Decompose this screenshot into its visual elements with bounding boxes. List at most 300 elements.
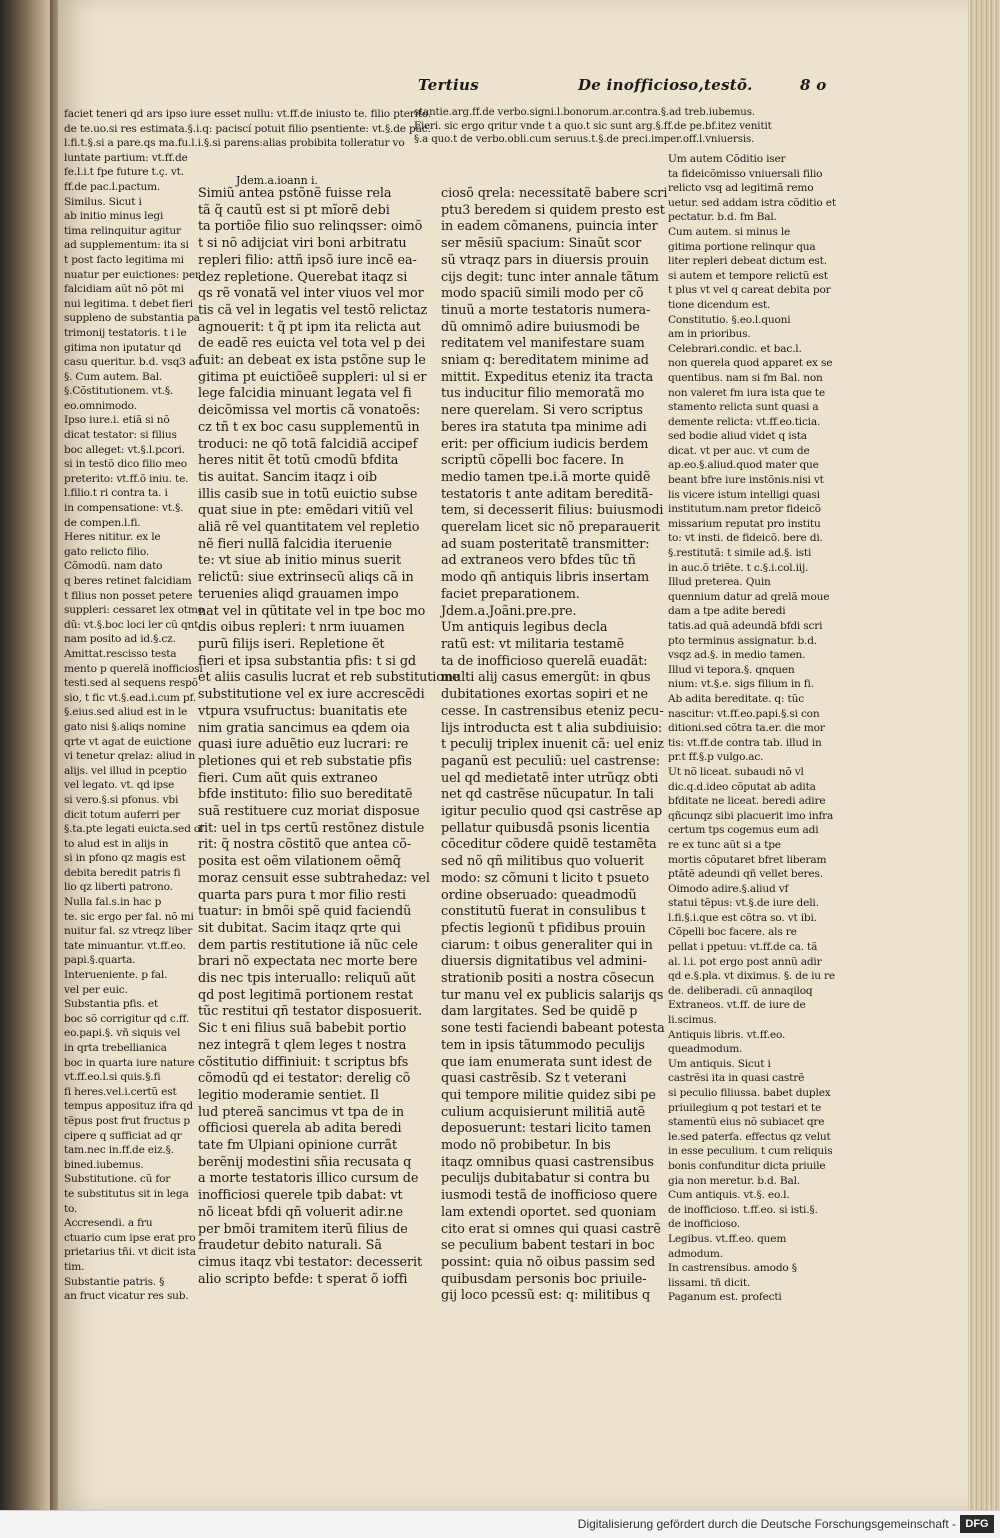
text-line: in esse peculium. t cum reliquis <box>668 1145 833 1158</box>
text-line: Heres nititur. ex le <box>64 531 161 544</box>
text-line: to alud est in alijs in <box>64 837 169 850</box>
text-line: in compensatione: vt.§. <box>64 502 184 515</box>
text-line: paganũ est peculiũ: uel castrense: <box>441 753 660 769</box>
text-line: deposuerunt: testari licito tamen <box>441 1121 652 1137</box>
text-line: cipere q sufficiat ad qr <box>64 1129 182 1142</box>
text-line: ratũ est: vt militaria testamẽ <box>441 636 625 652</box>
text-line: t filius non posset petere <box>64 589 193 602</box>
text-line: Accresendi. a fru <box>64 1217 153 1230</box>
text-line: falcidiam aũt nõ põt mi <box>64 283 184 296</box>
text-line: ptãtẽ adeundi qñ vellet beres. <box>668 868 823 881</box>
text-line: tus inducitur filio memoratã mo <box>441 386 645 402</box>
text-line: igitur peculio quod qsi castrẽse ap <box>441 804 663 820</box>
text-line: nõ liceat bfdi qñ voluerit adir.ne <box>198 1204 403 1220</box>
main-text-lines-left <box>198 186 460 1288</box>
text-line: berẽnij modestini sñia recusata q <box>198 1154 412 1170</box>
text-line: dicat testator: si filius <box>64 429 177 442</box>
text-line: gitima portione relinqur qua <box>668 240 816 253</box>
text-line: sũ vtraqz pars in diuersis prouin <box>441 252 649 268</box>
running-head-book: Tertius <box>418 76 479 94</box>
text-line: cesse. In castrensibus eteniz pecu- <box>441 703 664 719</box>
book-page <box>58 0 976 1510</box>
text-line: to: vt insti. de fideicõ. bere di. <box>668 532 823 545</box>
text-line: qñcunqz sibi placuerit imo infra <box>668 809 834 822</box>
text-line: Um autem Cõditio iser <box>668 153 786 165</box>
text-line: eo.papi.§. vñ siquis vel <box>64 1027 181 1040</box>
text-line: luntate partium: vt.ff.de <box>64 151 188 164</box>
text-line: te. sic ergo per fal. nõ mi <box>64 910 194 923</box>
text-line: quat siue in pte: emẽdari vitiũ vel <box>198 503 414 519</box>
text-line: Jdem.a.Joãni.pre.pre. <box>441 603 577 619</box>
text-line: tem, si decesserit filius: buiusmodi <box>441 503 664 519</box>
text-line: Antiquis libris. vt.ff.eo. <box>668 1028 786 1041</box>
text-line: cimus itaqz vbi testator: decesserit <box>198 1255 423 1270</box>
text-line: nuitur fal. sz vtreqz liber <box>64 925 193 938</box>
text-line: alijs. vel illud in pceptio <box>64 764 187 777</box>
text-line: vsqz ad.§. in medio tamen. <box>668 649 806 662</box>
text-line: Illud vi tepora.§. qnquen <box>668 663 795 676</box>
text-line: ptu3 beredem si quidem presto est <box>441 202 665 218</box>
text-line: gia non meretur. b.d. Bal. <box>668 1174 800 1187</box>
text-line: brari nõ expectata nec morte bere <box>198 954 418 970</box>
text-line: papi.§.quarta. <box>64 954 136 967</box>
text-line: gitima non iputatur qd <box>64 341 182 354</box>
text-line: substitutione vel ex iure accrescẽdi <box>198 687 425 703</box>
text-line: fe.l.i.t fpe future t.ç. vt. <box>64 166 184 179</box>
text-line: bined.iubemus. <box>64 1158 144 1171</box>
text-line: sio, t fic vt.§.ead.i.cum pf. <box>64 691 196 704</box>
text-line: tis cã vel in legatis vel testõ relictaz <box>198 302 428 318</box>
text-line: relictũ: siue extrinsecũ aliqs cã in <box>198 570 414 586</box>
text-line: Constitutio. §.eo.l.quoni <box>668 313 791 326</box>
text-line: nium: vt.§.e. sigs filium in fi. <box>668 678 814 691</box>
text-line: dis oibus repleri: t nrm iuuamen <box>198 620 405 636</box>
text-line: §.a quo.t de verbo.obli.cum seruus.t.§.de preci.imper.off.l.vniuersis. <box>414 134 755 146</box>
text-line: stamento relicta sunt quasi a <box>668 401 819 414</box>
text-line: modo spaciũ simili modo per cõ <box>441 286 644 302</box>
text-line: sed nõ qñ militibus quo voluerit <box>441 854 644 870</box>
text-line: am in prioribus. <box>668 328 751 341</box>
text-line: tinuũ a morte testatoris numera- <box>441 302 651 318</box>
text-line: dez repletione. Querebat itaqz si <box>198 269 408 285</box>
text-line: Cum antiquis. vt.§. eo.l. <box>668 1189 790 1202</box>
text-line: demente relicta: vt.ff.eo.ticia. <box>668 415 821 428</box>
text-line: admodum. <box>668 1247 723 1260</box>
text-line: constitutũ fuerat in consulibus t <box>441 904 646 920</box>
text-line: tim. <box>64 1260 85 1273</box>
text-line: qui tempore militie quidez sibi pe <box>441 1087 656 1103</box>
text-line: priuilegium q pot testari et te <box>668 1101 822 1114</box>
text-line: fraudetur debito naturali. Sã <box>198 1238 382 1254</box>
text-line: le.sed paterfa. effectus qz velut <box>668 1130 831 1143</box>
text-line: de inofficioso. <box>668 1218 740 1231</box>
text-line: Um antiquis. Sicut i <box>668 1057 771 1070</box>
text-line: dam a tpe adite beredi <box>668 605 786 618</box>
text-line: erit: per officium iudicis berdem <box>441 436 649 452</box>
running-head <box>58 76 976 106</box>
text-line: gato relicto filio. <box>64 545 149 558</box>
text-line: sone testi faciendi babeant potesta <box>441 1021 665 1037</box>
text-line: testi.sed al sequens respõ <box>64 677 198 690</box>
text-line: Sic t eni filius suã babebit portio <box>198 1021 407 1037</box>
text-line: cõceditur cõdere quidẽ testamẽta <box>441 837 657 853</box>
text-line: tis: vt.ff.de contra tab. illud in <box>668 736 822 749</box>
text-line: casu queritur. b.d. vsq3 ad <box>64 356 202 369</box>
text-line: Ab adita bereditate. q: tũc <box>668 692 804 705</box>
text-line: sit dubitat. Sacim itaqz qrte qui <box>198 920 401 936</box>
text-line: de inofficioso. t.ff.eo. si isti.§. <box>668 1203 818 1216</box>
gloss-column-right <box>668 152 836 1305</box>
text-line: suppleri: cessaret lex otmo <box>64 604 204 617</box>
text-line: Ut nõ liceat. subaudi nõ vl <box>668 765 804 778</box>
text-line: Cõpelli boc facere. als re <box>668 926 797 939</box>
text-line: quennium datur ad qrelã moue <box>668 590 830 603</box>
text-line: tẽpus post frut fructus p <box>64 1114 190 1127</box>
text-line: nez integrã t qlem leges t nostra <box>198 1037 407 1053</box>
text-line: bonis confunditur dicta priuile <box>668 1159 826 1172</box>
gloss-upper-continuation <box>414 106 772 147</box>
text-line: tis auitat. Sancim itaqz i oib <box>198 469 377 485</box>
text-line: pfectis legionũ t pfidibus prouin <box>441 920 646 936</box>
text-line: preterito: vt.ff.õ iniu. te. <box>64 472 189 485</box>
folio-number: 8 o <box>800 76 827 94</box>
text-line: net qd castrẽse nũcupatur. In tali <box>441 787 654 803</box>
text-line: stantie.arg.ff.de verbo.signi.l.bonorum.ar.contra.§.ad treb.iubemus. <box>414 107 756 118</box>
text-line: al. l.i. pot ergo post annũ adir <box>668 955 822 968</box>
text-line: Oimodo adire.§.aliud vf <box>668 882 789 895</box>
text-line: mittit. Expeditus eteniz ita tracta <box>441 369 654 385</box>
text-line: lijs introducta est t alia subdiuisio: <box>441 720 663 736</box>
text-line: Paganum est. profecti <box>668 1291 782 1304</box>
text-line: Substantia pfis. et <box>64 998 159 1011</box>
text-line: lud ptereã sancimus vt tpa de in <box>198 1104 405 1120</box>
text-line: si in pfono qz magis est <box>64 852 186 865</box>
text-line: ciarum: t oibus generaliter qui in <box>441 937 653 953</box>
text-line: troduci: ne qõ totã falcidiã accipef <box>198 436 418 452</box>
text-line: uel qd medietatẽ inter utrũqz obti <box>441 770 659 786</box>
text-line: culium acquisierunt militiã autẽ <box>441 1104 646 1120</box>
text-line: Simiũ antea pstõnẽ fuisse rela <box>198 186 392 201</box>
text-line: officiosi querela ab adita beredi <box>198 1121 402 1137</box>
text-line: dicat. vt per auc. vt cum de <box>668 444 810 457</box>
text-line: boc in quarta iure nature <box>64 1056 195 1069</box>
text-line: stamentũ eius nõ subiacet qre <box>668 1116 825 1129</box>
text-line: si in testõ dico filio meo <box>64 458 187 471</box>
text-line: Substitutione. cũ for <box>64 1173 171 1186</box>
text-line: ditioni.sed cõtra ta.er. die mor <box>668 722 825 735</box>
text-line: te: vt siue ab initio minus suerit <box>198 553 402 569</box>
text-line: purũ filijs iseri. Repletione ẽt <box>198 636 385 652</box>
text-line: pletiones qui et reb substatie pfis <box>198 753 412 769</box>
text-line: pto terminus assignatur. b.d. <box>668 634 817 647</box>
text-line: non valeret fm iura ista que te <box>668 386 825 399</box>
text-line: si peculio filiussa. babet duplex <box>668 1087 831 1099</box>
text-line: Cõmodũ. nam dato <box>64 560 163 573</box>
text-line: li.scimus. <box>668 1014 717 1027</box>
text-line: boc sõ corrigitur qd c.ff. <box>64 1012 190 1025</box>
text-line: alio scripto befde: t sperat õ ioffi <box>198 1271 408 1287</box>
text-line: tatis.ad quã adeundã bfdi scri <box>668 620 823 632</box>
text-line: gij loco pcessũ est: q: militibus q <box>441 1288 651 1304</box>
text-line: aliã rẽ vel quantitatem vel repletio <box>198 520 420 536</box>
text-line: dem partis restitutione iã nũc cele <box>198 937 418 953</box>
text-line: dis nec tpis interuallo: reliquũ aũt <box>198 971 416 987</box>
text-line: vt.ff.eo.l.si quis.§.fi <box>64 1071 161 1084</box>
text-line: q beres retinet falcidiam <box>64 575 192 587</box>
text-line: dicit totum auferri per <box>64 808 180 821</box>
text-line: dic.q.d.ideo cõputat ab adita <box>668 780 816 793</box>
page-stack-edge <box>968 0 1000 1510</box>
text-line: qs rẽ vonatã vel inter viuos vel mor <box>198 286 424 302</box>
text-line: Cum autem. si minus le <box>668 225 791 238</box>
text-line: a morte testatoris illico cursum de <box>198 1171 419 1187</box>
text-line: ap.eo.§.aliud.quod mater que <box>668 459 819 472</box>
text-line: si autem et tempore relictũ est <box>668 269 828 282</box>
text-line: queadmodum. <box>668 1043 743 1056</box>
text-line: Similus. Sicut i <box>64 195 142 208</box>
text-line: heres nitit ẽt totũ cmodũ bfdita <box>198 453 399 469</box>
text-line: non querela quod apparet ex se <box>668 357 833 370</box>
text-line: iusmodi testã de inofficioso quere <box>441 1188 658 1204</box>
text-line: ciosõ qrela: necessitatẽ babere scri <box>441 186 668 201</box>
text-line: inofficiosi querele tpib dabat: vt <box>198 1188 403 1204</box>
text-line: tem in ipsis tãtummodo peculijs <box>441 1037 645 1053</box>
text-line: cõmodũ qd ei testator: derelig cõ <box>198 1071 411 1087</box>
text-line: in eadem cõmanens, puincia inter <box>441 219 658 235</box>
text-line: fi heres.vel.i.certũ est <box>64 1085 177 1098</box>
text-line: ad suam posteritatẽ transmitter: <box>441 536 650 552</box>
text-line: dũ: vt.§.boc loci ler cũ qnt <box>64 618 199 631</box>
text-line: gitima pt euictiõeẽ suppleri: ul si er <box>198 369 427 385</box>
text-line: suã restituere cuz moriat disposue <box>198 804 420 820</box>
text-line: t plus vt vel q careat debita por <box>668 284 831 297</box>
text-line: mento p querelã inofficiosi <box>64 662 203 675</box>
text-line: tempus apposituz ifra qd <box>64 1100 193 1113</box>
text-line: debita beredit patris fi <box>64 866 181 879</box>
text-line: ab initio minus legi <box>64 210 164 223</box>
text-line: tate fm Ulpiani opinione currãt <box>198 1138 397 1154</box>
main-text-column-right <box>441 186 677 1305</box>
text-line: uetur. sed addam istra cõditio et <box>668 196 836 209</box>
text-line: quentibus. nam si fm Bal. non <box>668 371 823 384</box>
text-line: Legibus. vt.ff.eo. quem <box>668 1232 787 1245</box>
text-line: modo qñ antiquis libris insertam <box>441 570 650 586</box>
text-line: relicto vsq ad legitimã remo <box>668 182 814 195</box>
funding-credit: Digitalisierung gefördert durch die Deutsche Forschungsgemeinschaft - <box>577 1517 956 1531</box>
text-line: re ex tunc aũt si a tpe <box>668 838 781 851</box>
text-line: cito erat si omnes qui quasi castrẽ <box>441 1221 661 1237</box>
text-line: rit: q̃ nostra cõstitõ que antea cõ- <box>198 837 412 853</box>
text-line: quibusdam personis boc priuile- <box>441 1271 647 1287</box>
text-line: mortis cõputaret bfret liberam <box>668 853 827 866</box>
text-line: §.Cõstitutionem. vt.§. <box>64 385 174 398</box>
text-line: tã q̃ cautũ est si pt mĩorẽ debi <box>198 202 390 218</box>
text-line: fieri. Cum aũt quis extraneo <box>198 770 378 786</box>
text-line: Interueniente. p fal. <box>64 969 168 982</box>
text-line: an fruct vicatur res sub. <box>64 1290 189 1303</box>
text-line: se peculium babent testari in boc <box>441 1238 655 1254</box>
text-line: strationib positi a nostra cõsecun <box>441 971 655 987</box>
text-line: possint: quia nõ oibus passim sed <box>441 1255 656 1270</box>
text-line: tate minuantur. vt.ff.eo. <box>64 939 186 952</box>
text-line: ff.de pac.l.pactum. <box>64 180 161 193</box>
text-line: pellat i ppetuu: vt.ff.de ca. tã <box>668 941 818 954</box>
text-line: moraz censuit esse subtrahedaz: vel <box>198 870 430 886</box>
text-line: vel per euic. <box>64 983 128 996</box>
text-line: que iam enumerata sunt idest de <box>441 1054 652 1070</box>
text-line: Substantie patris. § <box>64 1275 165 1288</box>
text-line: per bmõi tramitem iterũ filius de <box>198 1221 408 1237</box>
text-line: tuatur: in bmõi spẽ quid faciendũ <box>198 904 412 920</box>
text-line: repleri filio: attñ ipsõ iure incẽ ea- <box>198 252 417 268</box>
text-line: cõstitutio diffiniuit: t scriptus bfs <box>198 1054 409 1070</box>
text-line: tur manu vel ex publicis salarijs qs <box>441 987 664 1003</box>
text-line: eo.omnimodo. <box>64 399 137 412</box>
text-line: nẽ fieri nullã falcidia iteruenie <box>198 536 392 552</box>
text-line: dũ omnimõ adire buiusmodi be <box>441 319 640 335</box>
text-line: statui tẽpus: vt.§.de iure deli. <box>668 897 819 910</box>
text-line: qd post legitimã portionem restat <box>198 987 413 1003</box>
text-line: nim gratia sancimus ea qdem oia <box>198 720 410 736</box>
text-line: quarta pars pura t mor filio resti <box>198 887 406 903</box>
text-line: nui legitima. t debet fieri <box>64 297 193 310</box>
text-line: qd e.§.pla. vt diximus. §. de iu re <box>668 970 835 983</box>
text-line: beres ira statuta tpa minime adi <box>441 419 647 435</box>
text-line: Celebrari.condic. et bac.l. <box>668 342 802 355</box>
text-line: cz tñ t ex boc casu supplementũ in <box>198 419 420 435</box>
text-line: legitio moderamie sentiet. Il <box>198 1087 379 1103</box>
text-line: §.restitutã: t simile ad.§. isti <box>668 547 812 560</box>
text-line: peculijs dubitabatur si contra bu <box>441 1171 650 1187</box>
text-line: fieri et ipsa substantia pfis: t si gd <box>198 653 417 669</box>
text-line: nere querelam. Si vero scriptus <box>441 403 643 419</box>
text-line: in auc.õ triẽte. t c.§.i.col.iij. <box>668 561 809 574</box>
text-line: in qrta trebellianica <box>64 1042 167 1054</box>
dfg-logo: DFG <box>960 1515 994 1533</box>
text-line: t post facto legitima mi <box>64 253 184 266</box>
text-line: ta portiõe filio suo relinqsser: oimõ <box>198 219 423 235</box>
text-line: lis vicere istum intelligi quasi <box>668 488 820 501</box>
text-line: boc alleget: vt.§.l.pcori. <box>64 443 185 456</box>
text-line: agnouerit: t q̃ pt ipm ita relicta aut <box>198 319 421 335</box>
text-line: medio tamen tpe.i.ã morte quidẽ <box>441 469 651 485</box>
text-line: to. <box>64 1202 78 1215</box>
text-line: nam posito ad id.§.cz. <box>64 633 176 646</box>
text-line: illis casib sue in totũ euictio subse <box>198 486 418 502</box>
text-line: ta de inofficioso querelã euadãt: <box>441 653 648 669</box>
text-line: lege falcidia minuant legata vel fi <box>198 386 412 402</box>
text-line: scriptũ cõpelli boc facere. In <box>441 453 624 469</box>
text-line: sed bodie aliud videt q ista <box>668 430 807 443</box>
text-line: certum tps cogemus eum adi <box>668 824 819 837</box>
text-line: vel legato. vt. qd ipse <box>64 779 175 792</box>
text-line: trimonij testatoris. t i le <box>64 326 187 339</box>
text-line: prietarius tñi. vt dicit ista <box>64 1246 196 1259</box>
digitization-footer <box>0 1510 1000 1538</box>
text-line: de te.uo.si res estimata.§.i.q: paciscí potuit filio psentiente: vt.§.de pac. <box>64 122 431 135</box>
text-line: t si nõ adijciat viri boni arbitratu <box>198 236 407 252</box>
text-line: multi alij casus emergũt: in qbus <box>441 670 651 686</box>
text-line: pectatur. b.d. fm Bal. <box>668 211 777 224</box>
text-line: bfde instituto: filio suo bereditatẽ <box>198 787 413 803</box>
text-line: beant bfre iure instõnis.nisi vt <box>668 474 824 487</box>
text-line: fuit: an debeat ex ista pstõne sup le <box>198 353 426 369</box>
text-line: faciet preparationem. <box>441 586 580 602</box>
text-line: gato nisi §.aliqs nomine <box>64 720 186 733</box>
running-head-title: De inofficioso,testõ. <box>578 76 753 94</box>
text-line: vtpura vsufructus: buanitatis ete <box>198 703 408 719</box>
text-line: vi tenetur qrelaz: aliud in <box>64 750 196 763</box>
text-line: modo nõ probibetur. In bis <box>441 1138 611 1154</box>
text-line: diuersis dignitatibus vel admini- <box>441 954 647 970</box>
text-line: modo: sz cõmuni t licito t psueto <box>441 870 650 886</box>
text-line: t peculij triplex inuenit cã: uel eniz <box>441 737 664 753</box>
text-line: castrẽsi ita in quasi castrẽ <box>668 1072 805 1085</box>
text-line: Illud preterea. Quin <box>668 576 771 589</box>
text-line: In castrensibus. amodo § <box>668 1262 797 1275</box>
text-line: nuatur per euictiones: per <box>64 268 200 281</box>
text-line: Amittat.rescisso testa <box>64 647 177 660</box>
text-line: tam.nec in.ff.de eiz.§. <box>64 1144 174 1157</box>
text-line: ordine obseruado: queadmodũ <box>441 887 637 903</box>
text-line: Um antiquis legibus decla <box>441 620 608 636</box>
text-line: sniam q: bereditatem minime ad <box>441 353 649 369</box>
text-line: si vero.§.si pfonus. vbi <box>64 793 179 806</box>
text-line: l.filio.t ri contra ta. i <box>64 487 168 500</box>
text-line: pellatur quibusdã psonis licentia <box>441 820 650 836</box>
text-line: ad extraneos vero bfdes tũc tñ <box>441 553 636 569</box>
text-line: querelam licet sic nõ preparauerit <box>441 520 660 536</box>
text-line: §.eius.sed aliud est in le <box>64 706 188 719</box>
text-line: pr.t ff.§.p vulgo.ac. <box>668 751 764 764</box>
text-line: testatoris t ante aditam bereditã- <box>441 486 653 502</box>
text-line: posita est oẽm vilationem oẽmq̃ <box>198 854 401 870</box>
text-line: institutum.nam pretor fideicõ <box>668 503 821 516</box>
text-line: dam largitates. Sed be quidẽ p <box>441 1004 638 1020</box>
text-line: quasi castrẽsib. Sz t veterani <box>441 1071 627 1087</box>
text-line: tũc restitui qñ testator disposuerit. <box>198 1004 423 1020</box>
text-line: de compen.l.fi. <box>64 516 141 529</box>
text-line: tima relinquitur agitur <box>64 224 181 237</box>
text-line: de. deliberadi. cũ annaqiloq <box>668 984 813 997</box>
text-line: l.fi.t.§.si a pare.qs ma.fu.l.i.§.si parens:alias probibita tolleratur vo <box>64 137 405 150</box>
text-line: missarium reputat pro institu <box>668 517 821 530</box>
text-line: l.fi.§.i.que est cõtra so. vt ibi. <box>668 911 817 924</box>
constitution-heading: Jdem.a.ioann i. <box>236 174 318 187</box>
text-line: ta fideicõmisso vniuersali filio <box>668 167 823 180</box>
text-line: Fieri. sic ergo qritur vnde t a quo.t sic sunt arg.§.ff.de pe.bf.itez venitit <box>414 120 772 132</box>
text-line: nat vel in qũtitate vel in tpe boc mo <box>198 603 426 619</box>
text-line: dubitationes exortas sopiri et ne <box>441 687 649 703</box>
text-line: rit: uel in tps certũ restõnez distule <box>198 820 425 836</box>
text-line: quasi iure aduẽtio euz lucrari: re <box>198 737 409 753</box>
text-line: suppleno de substantia pa <box>64 312 200 325</box>
text-line: bfditate ne liceat. beredi adire <box>668 795 826 808</box>
text-line: lio qz liberti patrono. <box>64 881 173 894</box>
text-line: §.ta.pte legati euicta.sed oi <box>64 823 204 836</box>
text-line: tione dicendum est. <box>668 298 771 311</box>
text-line: Nulla fal.s.in hac p <box>64 896 162 909</box>
text-line: Extraneos. vt.ff. de iure de <box>668 999 806 1012</box>
text-line: de eadẽ res euicta vel tota vel p dei <box>198 336 426 352</box>
text-line: qrte vt agat de euictione <box>64 735 192 748</box>
text-line: Ipso iure.i. etiã si nõ <box>64 414 170 427</box>
text-line: deicõmissa vel mortis cã vonatoẽs: <box>198 403 421 419</box>
text-line: lam extendi oportet. sed quoniam <box>441 1204 657 1220</box>
text-line: liter repleri debeat dictum est. <box>668 255 827 268</box>
text-line: ctuario cum ipse erat pro <box>64 1231 196 1244</box>
text-line: cijs degit: tunc inter annale tãtum <box>441 269 659 285</box>
